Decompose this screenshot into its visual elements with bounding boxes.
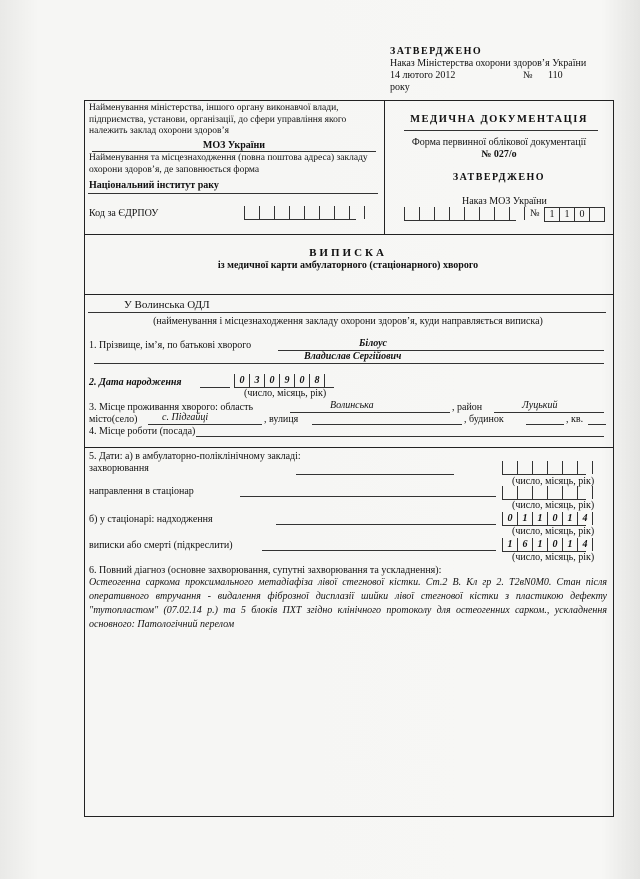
ministry-label: Найменування міністерства, іншого органу виконавчої влади, підприємства, установи, організації, до сфери управління якого належить заклад охорони здоров’я — [89, 103, 347, 136]
discharge-date-cells — [502, 538, 593, 551]
district-label: , район — [452, 402, 483, 413]
dob-digit: 0 — [294, 374, 309, 387]
district-underline — [494, 412, 604, 413]
edrpou-label: Код за ЄДРПОУ — [89, 208, 159, 219]
discharge-digit: 0 — [547, 538, 562, 551]
district-value: Луцький — [522, 400, 558, 411]
order-number-cells — [544, 207, 605, 222]
city-value: с. Підгайці — [162, 412, 209, 423]
region-value: Волинська — [330, 400, 374, 411]
disease-date-cells — [502, 461, 593, 474]
facility-value: Національний інститут раку — [89, 180, 219, 191]
disease-label: захворювання — [89, 463, 149, 474]
title-bottom-line — [84, 294, 613, 295]
diagnosis-label: 6. Повний діагноз (основне захворювання, супутні захворювання та ускладнення): — [89, 565, 442, 576]
approval-title: ЗАТВЕРДЖЕНО — [390, 46, 483, 57]
house-label: , будинок — [464, 414, 504, 425]
approval-order-line: Наказ Міністерства охорони здоров’я України — [390, 58, 587, 69]
admission-digit: 0 — [547, 512, 562, 525]
discharge-digit: 4 — [577, 538, 593, 551]
disease-date-underline — [502, 474, 586, 475]
destination-value: У Волинська ОДЛ — [124, 299, 210, 311]
order-date-cells — [404, 207, 525, 220]
disease-date-caption: (число, місяць, рік) — [512, 476, 595, 487]
section-divider — [84, 447, 613, 448]
order-number-sign: № — [530, 208, 540, 219]
city-underline — [148, 424, 262, 425]
ministry-underline — [92, 151, 376, 152]
order-digit: 1 — [544, 207, 559, 222]
patient-given-name: Владислав Сергійович — [304, 351, 402, 362]
form-number: № 027/о — [481, 149, 517, 160]
city-label: місто(село) — [89, 414, 138, 425]
dob-dots — [200, 387, 230, 388]
discharge-date-caption: (число, місяць, рік) — [512, 552, 595, 563]
document-title: ВИПИСКА — [309, 247, 387, 259]
disease-underline — [296, 474, 454, 475]
work-underline — [196, 436, 604, 437]
admission-underline — [276, 524, 496, 525]
header-divider — [384, 100, 385, 234]
street-label: , вулиця — [264, 414, 299, 425]
work-label: 4. Місце роботи (посада) — [89, 426, 196, 437]
approval-date: 14 лютого 2012 — [390, 70, 456, 81]
street-underline — [312, 424, 462, 425]
admission-date-caption: (число, місяць, рік) — [512, 526, 595, 537]
dob-digit: 9 — [279, 374, 294, 387]
dob-digit: 0 — [264, 374, 279, 387]
destination-caption: (найменування і місцезнаходження закладу охорони здоров’я, куди направляється виписка) — [153, 316, 543, 327]
ministry-value: МОЗ України — [202, 140, 266, 151]
admission-date-cells — [502, 512, 593, 525]
discharge-digit: 6 — [517, 538, 532, 551]
order-date-underline — [404, 220, 516, 221]
discharge-digit: 1 — [562, 538, 577, 551]
admission-digit: 1 — [532, 512, 547, 525]
admission-digit: 0 — [502, 512, 517, 525]
apt-label: , кв. — [566, 414, 584, 425]
admission-digit: 1 — [517, 512, 532, 525]
house-underline — [526, 424, 564, 425]
dob-digit: 8 — [309, 374, 325, 387]
header-bottom-line — [84, 234, 613, 235]
region-underline — [290, 412, 450, 413]
discharge-label: виписки або смерті (підкреслити) — [89, 540, 233, 551]
dates-heading: 5. Дати: а) в амбулаторно-поліклінічному закладі: — [89, 451, 301, 462]
dob-label: 2. Дата народження — [89, 377, 182, 388]
dob-digit: 0 — [234, 374, 249, 387]
facility-label: Найменування та місцезнаходження (повна поштова адреса) закладу охорони здоров’я, де заповнюється форма — [89, 153, 368, 175]
referral-underline — [240, 496, 496, 497]
admission-digit: 4 — [577, 512, 593, 525]
approval-number: 110 — [548, 70, 563, 81]
approval-number-sign: № — [523, 70, 533, 81]
dob-cells — [234, 374, 325, 387]
approval-year: року — [390, 82, 410, 93]
diagnosis-text: Остеогенна саркома проксимального метадіафіза лівої стегнової кістки. Ст.2 В. Кл гр 2. Т2вN0M0. Стан після оперативного втручання - видалення фіброзної дисплазії шийки лівої стегнової кістки з пластикою дефекту "тутопластом" (07.02.14 р.) та 5 блоків ПХТ згідно клінічного протоколу для остеогенних сарком., ускладнення основного: Патологічний перелом — [89, 577, 607, 630]
referral-date-cells — [502, 486, 593, 499]
edrpou-cells — [244, 206, 365, 219]
document-subtitle: із медичної карти амбулаторного (стаціонарного) хворого — [217, 260, 479, 271]
dob-digit: 3 — [249, 374, 264, 387]
referral-date-caption: (число, місяць, рік) — [512, 500, 595, 511]
residence-label: 3. Місце проживання хворого: область — [89, 402, 254, 413]
name-label: 1. Прізвище, ім’я, по батькові хворого — [89, 340, 252, 351]
discharge-digit: 1 — [502, 538, 517, 551]
right-approved: ЗАТВЕРДЖЕНО — [452, 172, 546, 183]
order-digit: 1 — [559, 207, 574, 222]
dob-caption: (число, місяць, рік) — [244, 388, 327, 399]
patient-surname: Білоус — [359, 338, 387, 349]
destination-underline — [88, 312, 606, 313]
admission-label: б) у стаціонарі: надходження — [89, 514, 213, 525]
admission-digit: 1 — [562, 512, 577, 525]
facility-underline — [88, 193, 378, 194]
medical-doc-underline — [404, 130, 598, 131]
form-line: Форма первинної облікової документації — [411, 137, 587, 148]
order-digit: 0 — [574, 207, 589, 222]
discharge-digit: 1 — [532, 538, 547, 551]
referral-label: направлення в стаціонар — [89, 486, 194, 497]
medical-doc-title: МЕДИЧНА ДОКУМЕНТАЦІЯ — [410, 114, 588, 125]
name-underline-2 — [94, 363, 604, 364]
order-label: Наказ МОЗ України — [462, 196, 547, 207]
apt-underline — [588, 424, 606, 425]
edrpou-underline — [244, 219, 356, 220]
discharge-underline — [262, 550, 496, 551]
